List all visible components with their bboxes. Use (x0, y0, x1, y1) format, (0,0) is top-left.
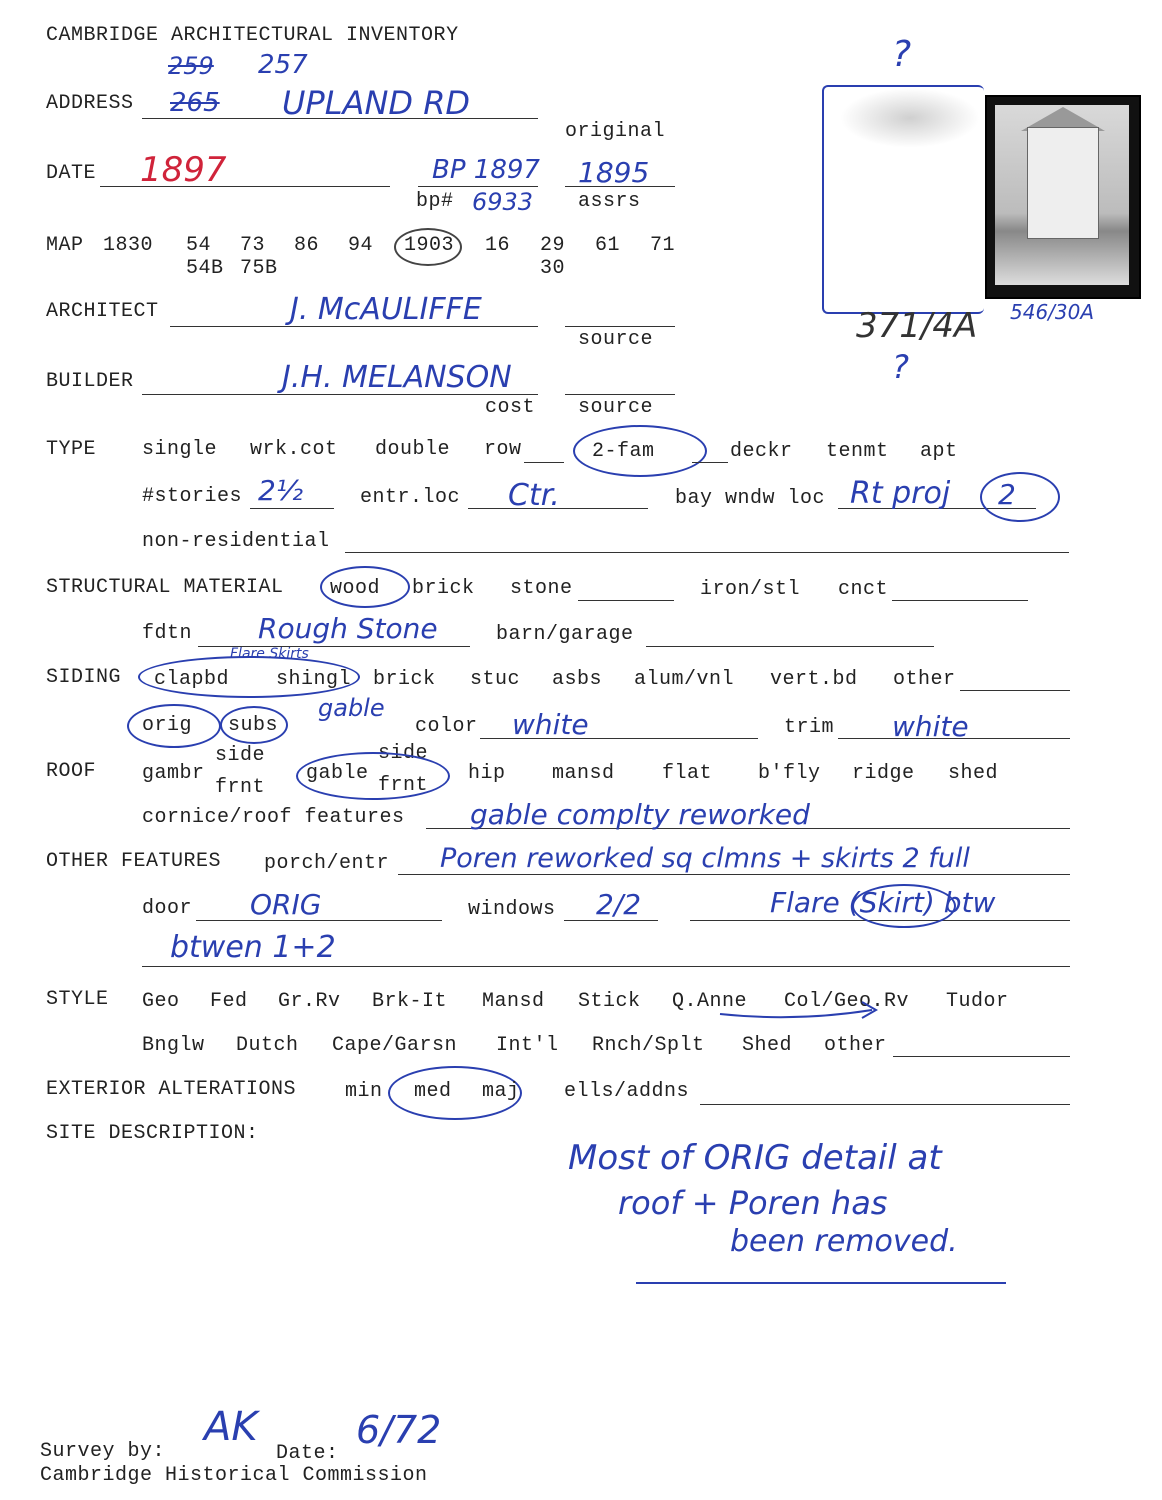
siding-label: SIDING (46, 666, 122, 689)
house-photo (985, 95, 1141, 299)
form-title: CAMBRIDGE ARCHITECTURAL INVENTORY (46, 24, 459, 47)
style-label: STYLE (46, 988, 109, 1011)
date-value: 1897 (140, 150, 227, 190)
type-label: TYPE (46, 438, 97, 461)
style-arrow (716, 996, 886, 1026)
ext-alt-label: EXTERIOR ALTERATIONS (46, 1078, 297, 1101)
photo-bracket (822, 85, 984, 314)
assrs-label: assrs (578, 190, 641, 213)
survey-date: 6/72 (356, 1408, 442, 1452)
bp-label: bp# (416, 190, 454, 213)
builder-value: J.H. MELANSON (282, 360, 512, 395)
date-label: DATE (46, 162, 97, 185)
address-label: ADDRESS (46, 92, 134, 115)
street: UPLAND RD (282, 84, 471, 122)
structural-label: STRUCTURAL MATERIAL (46, 576, 284, 599)
other-features-label: OTHER FEATURES (46, 850, 222, 873)
architect-label: ARCHITECT (46, 300, 159, 323)
survey-label: Survey by: (40, 1440, 166, 1463)
surveyor: AK (204, 1404, 258, 1450)
roof-label: ROOF (46, 760, 97, 783)
original-label: original (565, 120, 666, 143)
commission: Cambridge Historical Commission (40, 1464, 428, 1487)
site-label: SITE DESCRIPTION: (46, 1122, 259, 1145)
architect-value: J. McAULIFFE (290, 292, 482, 327)
builder-label: BUILDER (46, 370, 134, 393)
map-label: MAP (46, 234, 84, 257)
